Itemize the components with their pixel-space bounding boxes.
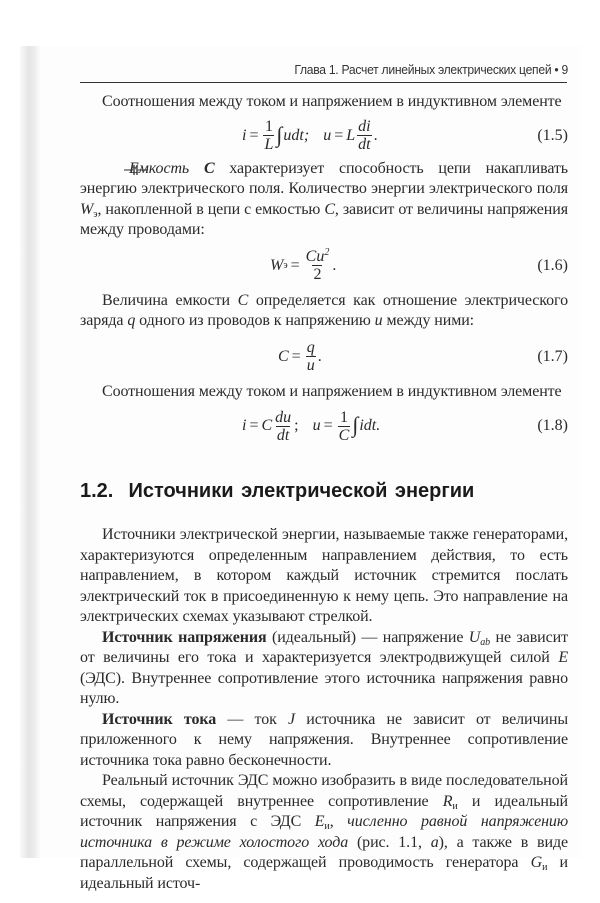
paragraph-inductive-relations: Соотношения между током и напряжением в индуктивном элементе [102,93,562,110]
equation-number: (1.5) [537,126,568,144]
term-voltage-source: Источник напряжения [102,628,267,646]
paragraph-capacitance-definition: Величина емкости C определяется как отношение электрического заряда q одного из проводов к напряжению u между ними: [80,291,568,329]
section-number: 1.2. [80,480,114,502]
section-title: Источники электрической энергии [128,480,475,502]
integral-sign: ∫ [352,412,359,437]
paragraph-current-source: Источник тока — ток J источника не зависит от величины приложенного к нему напряжения. Внутреннее сопротивление источника тока равно бесконечности. [80,710,568,769]
paragraph-real-source: Реальный источник ЭДС можно изобразить в виде последовательной схемы, содержащей внутреннее сопротивление $R_и$ и идеальный источник напряжения с ЭДС $E_и$, численно равной напряжению источника в режиме холостого хода (рис. 1.1, а), а также в виде параллельной схемы, содержащей проводимость генератора $G_и$ и идеальный источ- [80,772,568,892]
equation-number: (1.6) [537,256,568,274]
running-title: Глава 1. Расчет линейных электрических цепей [294,62,552,77]
formula-1-8 [80,402,568,450]
term-capacitance: Емкость [129,159,190,177]
fraction: $\frac{1}{C}$ [338,408,350,444]
formula-expression: C = $\frac{q}{u}$ . [278,339,322,374]
running-header [119,62,568,77]
equation-number: (1.7) [537,347,568,365]
fraction: $\frac{q}{u}$ [306,339,315,374]
emphasis-open-circuit: численно равной напряжению источника в режиме холостого хода [80,813,568,851]
formula-expression: i = C $\frac{du}{dt}$ ; u = $\frac{1}{C}$ ∫ idt. [242,408,381,444]
bullet: • [554,62,559,77]
formula-1-6 [80,241,568,291]
equation-number: (1.8) [537,417,568,434]
section-heading [80,480,568,503]
capacitor-symbol-icon [102,162,126,174]
page-number: 9 [561,62,568,77]
fraction: $\frac{du}{dt}$ [275,408,292,444]
fraction: $\frac{di}{dt}$ [358,118,371,153]
fraction: $\frac{Cu^2}{2}$ [305,247,330,283]
term-current-source: Источник тока [102,710,217,728]
paragraph-voltage-source: Источник напряжения (идеальный) — напряжение $U_{ab}$ не зависит от величины его тока и характеризуется электродвижущей силой E (ЭДС). Внутреннее сопротивление этого источника напряжения равно нулю. [80,628,568,707]
page-binding-shadow [20,46,40,858]
paragraph-inductive-relations-2: Соотношения между током и напряжением в индуктивном элементе [102,382,562,400]
formula-1-5 [80,113,568,159]
integral-sign: ∫ [276,121,283,147]
formula-expression: i = $\frac{1}{L}$ ∫ udt; u = L $\frac{di}{dt}$ . [242,118,378,153]
header-rule [80,82,567,83]
paragraph-sources-intro: Источники электрической энергии, называемые также генераторами, характеризуются определенным направлением действия, то есть направлением, в котором каждый источник стремится послать электрический ток в присоединенную к нему цепь. Это направление на электрических схемах указывают стрелкой. [80,526,568,625]
page-content [80,92,568,894]
paragraph-capacitance: Емкость C характеризует способность цепи накапливать энергию электрического поля. Количество энергии электрического поля $W_э$, накопленной в цепи с емкостью C, зависит от величины напряжения между проводами: [80,159,568,238]
formula-expression: W э = $\frac{Cu^2}{2}$ . [270,247,337,283]
formula-1-7 [80,332,568,382]
fraction: $\frac{1}{L}$ [264,118,274,153]
